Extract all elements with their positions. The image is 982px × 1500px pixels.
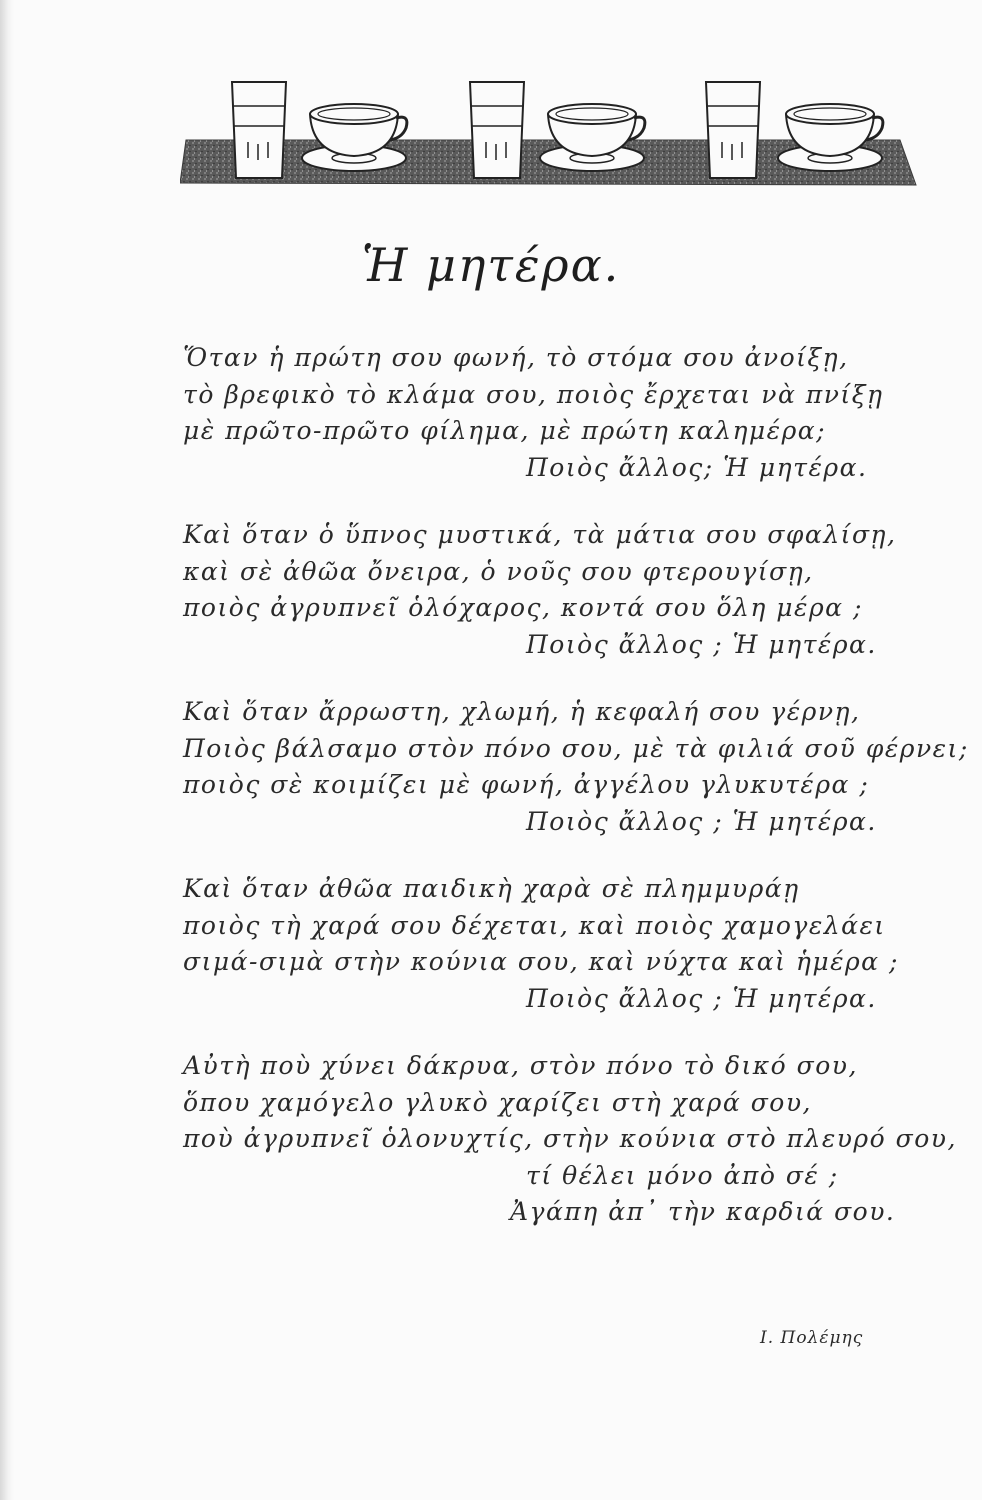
poem-line: Καὶ ὅταν ὁ ὕπνος μυστικά, τὰ μάτια σου σφαλίσῃ, <box>183 520 897 549</box>
poem-line: Καὶ ὅταν ἀθῶα παιδικὴ χαρὰ σὲ πλημμυράῃ <box>183 874 800 903</box>
poem-line: σιμά-σιμὰ στὴν κούνια σου, καὶ νύχτα καὶ ἡμέρα ; <box>183 947 899 976</box>
page-edge <box>0 0 14 1500</box>
table-illustration <box>180 70 920 200</box>
refrain-line: τί θέλει μόνο ἀπὸ σέ ; <box>526 1160 839 1190</box>
poem-line: ποιὸς τὴ χαρά σου δέχεται, καὶ ποιὸς χαμογελάει <box>183 910 886 940</box>
poem-body <box>183 340 969 1262</box>
poem-line: Καὶ ὅταν ἄρρωστη, χλωμή, ἡ κεφαλή σου γέρνῃ, <box>183 697 861 726</box>
poem-line: Ὅταν ἡ πρώτη σου φωνή, τὸ στόμα σου ἀνοίξῃ, <box>183 343 849 372</box>
stanza-3 <box>183 694 969 840</box>
poem-line: ποὺ ἀγρυπνεῖ ὁλονυχτίς, στὴν κούνια στὸ πλευρό σου, <box>183 1124 957 1153</box>
glass-icon <box>470 82 524 178</box>
poem-line: ποιὸς σὲ κοιμίζει μὲ φωνή, ἀγγέλου γλυκυτέρα ; <box>183 770 870 799</box>
poem-line: καὶ σὲ ἀθῶα ὄνειρα, ὁ νοῦς σου φτερουγίσῃ, <box>183 556 814 586</box>
refrain-line: Ποιὸς ἄλλος; Ἡ μητέρα. <box>526 452 868 482</box>
poem-title: Ἡ μητέρα. <box>361 238 621 292</box>
cup-saucer-icon <box>778 104 883 171</box>
refrain-line: Ποιὸς ἄλλος ; Ἡ μητέρα. <box>526 983 877 1013</box>
refrain-line: Ἀγάπη ἀπ᾽ τὴν καρδιά σου. <box>510 1197 896 1226</box>
poem-line: Ποιὸς βάλσαμο στὸν πόνο σου, μὲ τὰ φιλιά σοῦ φέρνει; <box>183 733 969 763</box>
stanza-5 <box>183 1048 957 1231</box>
glass-icon <box>706 82 760 178</box>
poem-line: ποιὸς ἀγρυπνεῖ ὁλόχαρος, κοντά σου ὅλη μέρα ; <box>183 593 863 622</box>
poem-line: Αὐτὴ ποὺ χύνει δάκρυα, στὸν πόνο τὸ δικό σου, <box>183 1051 858 1080</box>
cup-saucer-icon <box>540 104 645 171</box>
poem-line: μὲ πρῶτο-πρῶτο φίλημα, μὲ πρώτη καλημέρα; <box>183 416 827 445</box>
refrain-line: Ποιὸς ἄλλος ; Ἡ μητέρα. <box>526 629 877 659</box>
stanza-1 <box>183 340 903 486</box>
poem-line: ὅπου χαμόγελο γλυκὸ χαρίζει στὴ χαρά σου, <box>183 1087 812 1117</box>
cup-saucer-icon <box>302 104 407 171</box>
poem-line: τὸ βρεφικὸ τὸ κλάμα σου, ποιὸς ἔρχεται νὰ πνίξῃ <box>183 379 884 409</box>
refrain-line: Ποιὸς ἄλλος ; Ἡ μητέρα. <box>526 806 877 836</box>
stanza-4 <box>183 871 903 1017</box>
stanza-2 <box>183 517 903 663</box>
author-signature: Ι. Πολέμης <box>760 1328 864 1348</box>
glass-icon <box>232 82 286 178</box>
